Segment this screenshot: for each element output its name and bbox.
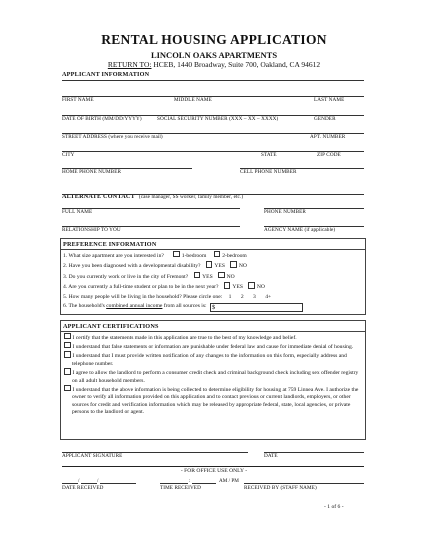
signature-date-input-line[interactable] (264, 452, 364, 453)
pref-q1-text: 1. What size apartment are you interested in? (63, 252, 164, 259)
state-label: STATE (261, 152, 277, 158)
q4-yes-label: YES (232, 284, 243, 291)
return-to-address: HCEB, 1440 Broadway, Suite 700, Oakland, CA 94612 (153, 60, 321, 69)
first-name-label: FIRST NAME (62, 97, 94, 103)
certification-text: I understand that false statements or information are punishable under federal law and cause for immediate denial of housing. (72, 343, 354, 350)
pref-q2-row (63, 261, 363, 272)
time-received-label: TIME RECEIVED (160, 485, 201, 491)
q3-no-label: NO (226, 273, 235, 280)
certification-checkbox[interactable] (64, 368, 71, 375)
date-slash: / (97, 478, 99, 484)
office-heading: - FOR OFFICE USE ONLY - (180, 468, 248, 474)
received-by-label: RECEIVED BY (STAFF NAME) (244, 485, 317, 491)
page-number: - 1 of 6 - (324, 504, 344, 510)
certification-item (64, 368, 362, 385)
household-size-option[interactable]: 2 (240, 293, 244, 300)
pref-q6-underlined: combined annual income (106, 303, 163, 310)
q2-no-checkbox[interactable] (230, 261, 237, 268)
form-title: RENTAL HOUSING APPLICATION (101, 32, 327, 47)
certifications-box (60, 320, 366, 440)
certification-checkbox[interactable] (64, 351, 71, 358)
pref-q6-row (63, 302, 363, 312)
dob-label: DATE OF BIRTH (MM/DD/YYYY) (62, 116, 142, 122)
cell-phone-label: CELL PHONE NUMBER (240, 169, 297, 175)
section-rule (62, 80, 364, 81)
ssn-label: SOCIAL SECURITY NUMBER (XXX – XX – XXXX) (157, 116, 279, 122)
applicant-info-heading: APPLICANT INFORMATION (62, 71, 150, 78)
section-rule (62, 194, 364, 195)
q2-yes-label: YES (214, 263, 225, 270)
relationship-label: RELATIONSHIP TO YOU (62, 227, 121, 233)
pref-q4-row (63, 282, 363, 293)
q2-no-label: NO (238, 263, 247, 270)
certification-item (64, 351, 362, 368)
street-label: STREET ADDRESS (where you receive mail) (62, 134, 163, 140)
time-hour-line[interactable] (160, 483, 188, 484)
preference-heading: PREFERENCE INFORMATION (61, 239, 365, 250)
pref-q1-row (63, 251, 363, 262)
certification-text: I understand that I must provide written notification of any changes to the information on this form, especially address and telephone number. (72, 353, 347, 367)
certification-item (64, 342, 362, 351)
q4-no-checkbox[interactable] (248, 282, 255, 289)
agency-label: AGENCY NAME (if applicable) (264, 227, 336, 233)
last-name-label: LAST NAME (314, 97, 345, 103)
return-address (0, 60, 428, 69)
signature-label: APPLICANT SIGNATURE (62, 453, 123, 459)
contact-full-name-label: FULL NAME (62, 209, 93, 215)
one-bedroom-label: 1-bedroom (181, 252, 207, 259)
pref-q5-row (63, 293, 363, 303)
date-year-line[interactable] (100, 483, 136, 484)
certifications-heading: APPLICANT CERTIFICATIONS (61, 321, 365, 332)
date-month-line[interactable] (62, 483, 78, 484)
certification-item (64, 385, 362, 417)
preference-box (60, 238, 366, 315)
certification-text: I certify that the statements made in this application are true to the best of my knowledge and belief. (72, 334, 297, 341)
apt-label: APT. NUMBER (310, 134, 346, 140)
alternate-contact-note: (case manager, SS worker, family member, etc.) (138, 194, 244, 200)
alternate-contact-heading: ALTERNATE CONTACT (62, 193, 135, 200)
pref-q2-text: 2. Have you been diagnosed with a developmental disability? (63, 263, 201, 270)
certification-checkbox[interactable] (64, 342, 71, 349)
dollar-sign: $ (211, 304, 216, 312)
income-input[interactable] (210, 303, 303, 312)
pref-q5-text: 5. How many people will be living in the household? Please circle one: (63, 293, 223, 300)
date-received-label: DATE RECEIVED (62, 485, 104, 491)
q2-yes-checkbox[interactable] (206, 261, 213, 268)
contact-phone-label: PHONE NUMBER (264, 209, 306, 215)
household-size-option[interactable]: 4+ (265, 293, 272, 300)
pref-q6-prefix: 6. The household's (63, 303, 105, 310)
am-pm-label: AM / PM (219, 478, 239, 484)
two-bedroom-label: 2-bedroom (222, 252, 247, 259)
time-minute-line[interactable] (192, 483, 216, 484)
received-by-input-line[interactable] (244, 483, 364, 484)
return-to-label: RETURN TO: (107, 60, 152, 69)
pref-q3-row (63, 272, 363, 283)
q4-no-label: NO (256, 284, 265, 291)
certification-checkbox[interactable] (64, 385, 71, 392)
pref-q3-text: 3. Do you currently work or live in the city of Fremont? (63, 273, 189, 280)
signature-date-label: DATE (264, 453, 278, 459)
office-divider (62, 466, 364, 467)
date-day-line[interactable] (81, 483, 97, 484)
time-colon: : (189, 478, 191, 484)
middle-name-label: MIDDLE NAME (174, 97, 212, 103)
certification-text: I agree to allow the landlord to perform a consumer credit check and criminal background check including sex offender registry on all adult household members. (72, 370, 359, 384)
household-size-option[interactable]: 3 (253, 293, 256, 300)
certification-item (64, 333, 362, 342)
zip-label: ZIP CODE (317, 152, 341, 158)
household-size-option[interactable]: 1 (228, 293, 232, 300)
organization-name: LINCOLN OAKS APARTMENTS (150, 50, 278, 60)
pref-q4-text: 4. Are you currently a full-time student or plan to be in the next year? (63, 284, 219, 291)
gender-label: GENDER (314, 116, 336, 122)
q4-yes-checkbox[interactable] (224, 282, 231, 289)
pref-q6-suffix: from all sources is: (163, 303, 207, 310)
home-phone-label: HOME PHONE NUMBER (62, 169, 122, 175)
q3-yes-checkbox[interactable] (194, 272, 201, 279)
certification-checkbox[interactable] (64, 333, 71, 340)
one-bedroom-checkbox[interactable] (173, 251, 180, 258)
q3-yes-label: YES (202, 273, 213, 280)
two-bedroom-checkbox[interactable] (214, 251, 221, 258)
certification-text: I understand that the above information is being collected to determine eligibility for housing at 759 Linnea Ave. I authorize the owner to verify all information provided on this application and to contact previous or current landlords, employers, or other sources for credit and verification information which may be released by appropriate federal, state, local agencies, or private persons to the landlord or agent. (72, 386, 359, 416)
q3-no-checkbox[interactable] (218, 272, 225, 279)
date-slash: / (78, 478, 80, 484)
city-label: CITY (62, 152, 75, 158)
